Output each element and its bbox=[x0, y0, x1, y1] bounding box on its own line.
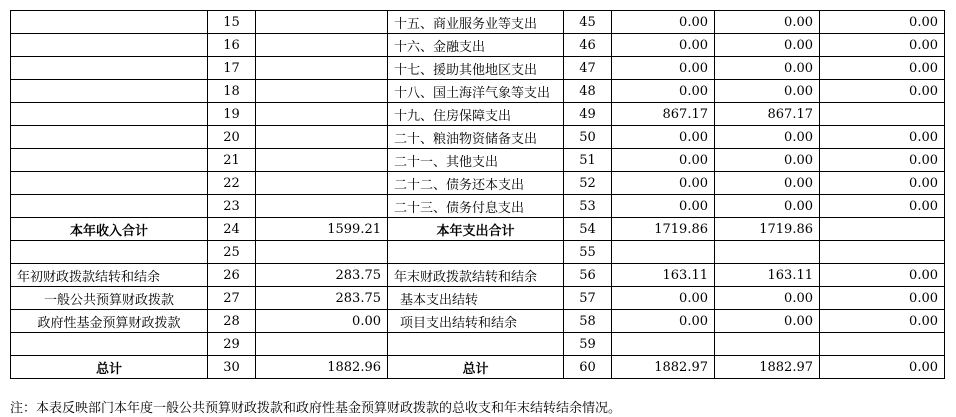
expense-total-cell: 0.00 bbox=[612, 34, 715, 57]
expense-item-cell: 年末财政拨款结转和结余 bbox=[388, 264, 564, 287]
income-line-no-cell: 20 bbox=[208, 126, 256, 149]
table-row bbox=[11, 264, 945, 287]
expense-item-cell: 总计 bbox=[388, 356, 564, 379]
expense-total-cell: 0.00 bbox=[612, 310, 715, 333]
income-item-cell bbox=[11, 80, 208, 103]
expense-general-budget-cell: 867.17 bbox=[715, 103, 820, 126]
income-item-cell bbox=[11, 195, 208, 218]
table-body bbox=[11, 11, 945, 379]
table-row bbox=[11, 172, 945, 195]
table-row bbox=[11, 195, 945, 218]
income-amount-cell bbox=[256, 195, 388, 218]
expense-total-cell: 0.00 bbox=[612, 57, 715, 80]
income-line-no-cell: 24 bbox=[208, 218, 256, 241]
expense-general-budget-cell: 0.00 bbox=[715, 172, 820, 195]
table-row bbox=[11, 218, 945, 241]
income-line-no-cell: 17 bbox=[208, 57, 256, 80]
income-line-no-cell: 26 bbox=[208, 264, 256, 287]
expense-fund-budget-cell bbox=[820, 333, 945, 356]
expense-line-no-cell: 59 bbox=[564, 333, 612, 356]
table-row bbox=[11, 149, 945, 172]
expense-general-budget-cell bbox=[715, 241, 820, 264]
expense-general-budget-cell: 0.00 bbox=[715, 57, 820, 80]
table-row bbox=[11, 34, 945, 57]
expense-total-cell: 867.17 bbox=[612, 103, 715, 126]
income-line-no-cell: 23 bbox=[208, 195, 256, 218]
expense-total-cell bbox=[612, 333, 715, 356]
expense-fund-budget-cell: 0.00 bbox=[820, 195, 945, 218]
income-item-cell bbox=[11, 333, 208, 356]
income-item-cell bbox=[11, 126, 208, 149]
expense-item-cell: 二十一、其他支出 bbox=[388, 149, 564, 172]
income-amount-cell bbox=[256, 57, 388, 80]
expense-total-cell: 0.00 bbox=[612, 287, 715, 310]
expense-fund-budget-cell: 0.00 bbox=[820, 57, 945, 80]
expense-total-cell: 1719.86 bbox=[612, 218, 715, 241]
income-amount-cell bbox=[256, 34, 388, 57]
table-row bbox=[11, 356, 945, 379]
expense-fund-budget-cell: 0.00 bbox=[820, 149, 945, 172]
income-item-cell bbox=[11, 103, 208, 126]
expense-general-budget-cell: 0.00 bbox=[715, 126, 820, 149]
expense-fund-budget-cell: 0.00 bbox=[820, 34, 945, 57]
expense-general-budget-cell: 0.00 bbox=[715, 195, 820, 218]
income-amount-cell: 283.75 bbox=[256, 264, 388, 287]
income-line-no-cell: 19 bbox=[208, 103, 256, 126]
table-row bbox=[11, 103, 945, 126]
expense-line-no-cell: 46 bbox=[564, 34, 612, 57]
expense-line-no-cell: 57 bbox=[564, 287, 612, 310]
expense-total-cell: 0.00 bbox=[612, 149, 715, 172]
expense-item-cell: 十八、国土海洋气象等支出 bbox=[388, 80, 564, 103]
expense-total-cell: 1882.97 bbox=[612, 356, 715, 379]
income-amount-cell: 1882.96 bbox=[256, 356, 388, 379]
income-item-cell bbox=[11, 172, 208, 195]
expense-general-budget-cell: 0.00 bbox=[715, 34, 820, 57]
expense-fund-budget-cell: 0.00 bbox=[820, 11, 945, 34]
expense-fund-budget-cell: 0.00 bbox=[820, 310, 945, 333]
income-item-cell: 政府性基金预算财政拨款 bbox=[11, 310, 208, 333]
expense-fund-budget-cell: 0.00 bbox=[820, 80, 945, 103]
income-amount-cell bbox=[256, 11, 388, 34]
income-item-cell bbox=[11, 241, 208, 264]
expense-line-no-cell: 60 bbox=[564, 356, 612, 379]
income-line-no-cell: 22 bbox=[208, 172, 256, 195]
expense-item-cell bbox=[388, 241, 564, 264]
expense-fund-budget-cell: 0.00 bbox=[820, 172, 945, 195]
expense-fund-budget-cell bbox=[820, 241, 945, 264]
income-line-no-cell: 18 bbox=[208, 80, 256, 103]
income-item-cell bbox=[11, 34, 208, 57]
expense-general-budget-cell: 0.00 bbox=[715, 80, 820, 103]
table-row bbox=[11, 126, 945, 149]
expense-total-cell: 163.11 bbox=[612, 264, 715, 287]
income-amount-cell bbox=[256, 80, 388, 103]
expense-general-budget-cell bbox=[715, 333, 820, 356]
table-row bbox=[11, 287, 945, 310]
income-line-no-cell: 16 bbox=[208, 34, 256, 57]
income-item-cell bbox=[11, 57, 208, 80]
income-line-no-cell: 15 bbox=[208, 11, 256, 34]
expense-total-cell: 0.00 bbox=[612, 11, 715, 34]
table-row bbox=[11, 57, 945, 80]
income-item-cell: 本年收入合计 bbox=[11, 218, 208, 241]
income-amount-cell: 283.75 bbox=[256, 287, 388, 310]
expense-line-no-cell: 47 bbox=[564, 57, 612, 80]
expense-fund-budget-cell: 0.00 bbox=[820, 287, 945, 310]
expense-item-cell bbox=[388, 333, 564, 356]
expense-fund-budget-cell: 0.00 bbox=[820, 126, 945, 149]
expense-item-cell: 二十二、债务还本支出 bbox=[388, 172, 564, 195]
expense-line-no-cell: 49 bbox=[564, 103, 612, 126]
expense-fund-budget-cell bbox=[820, 103, 945, 126]
income-amount-cell: 1599.21 bbox=[256, 218, 388, 241]
expense-line-no-cell: 52 bbox=[564, 172, 612, 195]
expense-total-cell: 0.00 bbox=[612, 126, 715, 149]
expense-item-cell: 二十三、债务付息支出 bbox=[388, 195, 564, 218]
income-amount-cell bbox=[256, 241, 388, 264]
expense-fund-budget-cell bbox=[820, 218, 945, 241]
expense-item-cell: 十六、金融支出 bbox=[388, 34, 564, 57]
income-line-no-cell: 30 bbox=[208, 356, 256, 379]
income-amount-cell bbox=[256, 103, 388, 126]
income-line-no-cell: 27 bbox=[208, 287, 256, 310]
expense-line-no-cell: 58 bbox=[564, 310, 612, 333]
table-row bbox=[11, 80, 945, 103]
income-line-no-cell: 25 bbox=[208, 241, 256, 264]
expense-general-budget-cell: 0.00 bbox=[715, 11, 820, 34]
income-amount-cell bbox=[256, 126, 388, 149]
income-item-cell: 年初财政拨款结转和结余 bbox=[11, 264, 208, 287]
income-line-no-cell: 29 bbox=[208, 333, 256, 356]
expense-item-cell: 十九、住房保障支出 bbox=[388, 103, 564, 126]
expense-item-cell: 十五、商业服务业等支出 bbox=[388, 11, 564, 34]
income-amount-cell: 0.00 bbox=[256, 310, 388, 333]
table-row bbox=[11, 241, 945, 264]
expense-item-cell: 项目支出结转和结余 bbox=[388, 310, 564, 333]
expense-line-no-cell: 50 bbox=[564, 126, 612, 149]
expense-general-budget-cell: 1719.86 bbox=[715, 218, 820, 241]
expense-line-no-cell: 55 bbox=[564, 241, 612, 264]
expense-total-cell bbox=[612, 241, 715, 264]
table-row bbox=[11, 310, 945, 333]
expense-line-no-cell: 48 bbox=[564, 80, 612, 103]
expense-item-cell: 二十、粮油物资储备支出 bbox=[388, 126, 564, 149]
expense-general-budget-cell: 163.11 bbox=[715, 264, 820, 287]
table-row bbox=[11, 333, 945, 356]
income-amount-cell bbox=[256, 333, 388, 356]
expense-general-budget-cell: 1882.97 bbox=[715, 356, 820, 379]
expense-item-cell: 本年支出合计 bbox=[388, 218, 564, 241]
income-item-cell: 一般公共预算财政拨款 bbox=[11, 287, 208, 310]
income-line-no-cell: 28 bbox=[208, 310, 256, 333]
income-amount-cell bbox=[256, 172, 388, 195]
expense-line-no-cell: 56 bbox=[564, 264, 612, 287]
expense-total-cell: 0.00 bbox=[612, 80, 715, 103]
income-line-no-cell: 21 bbox=[208, 149, 256, 172]
expense-line-no-cell: 45 bbox=[564, 11, 612, 34]
fiscal-appropriation-table bbox=[10, 10, 945, 379]
table-row bbox=[11, 11, 945, 34]
income-item-cell: 总计 bbox=[11, 356, 208, 379]
expense-total-cell: 0.00 bbox=[612, 172, 715, 195]
table-note: 注：本表反映部门本年度一般公共预算财政拨款和政府性基金预算财政拨款的总收支和年末结转结余情况。 bbox=[10, 401, 622, 416]
expense-general-budget-cell: 0.00 bbox=[715, 287, 820, 310]
expense-fund-budget-cell: 0.00 bbox=[820, 356, 945, 379]
income-item-cell bbox=[11, 11, 208, 34]
expense-total-cell: 0.00 bbox=[612, 195, 715, 218]
income-item-cell bbox=[11, 149, 208, 172]
expense-line-no-cell: 51 bbox=[564, 149, 612, 172]
expense-item-cell: 基本支出结转 bbox=[388, 287, 564, 310]
expense-line-no-cell: 53 bbox=[564, 195, 612, 218]
expense-general-budget-cell: 0.00 bbox=[715, 149, 820, 172]
income-amount-cell bbox=[256, 149, 388, 172]
expense-general-budget-cell: 0.00 bbox=[715, 310, 820, 333]
expense-line-no-cell: 54 bbox=[564, 218, 612, 241]
expense-item-cell: 十七、援助其他地区支出 bbox=[388, 57, 564, 80]
expense-fund-budget-cell: 0.00 bbox=[820, 264, 945, 287]
